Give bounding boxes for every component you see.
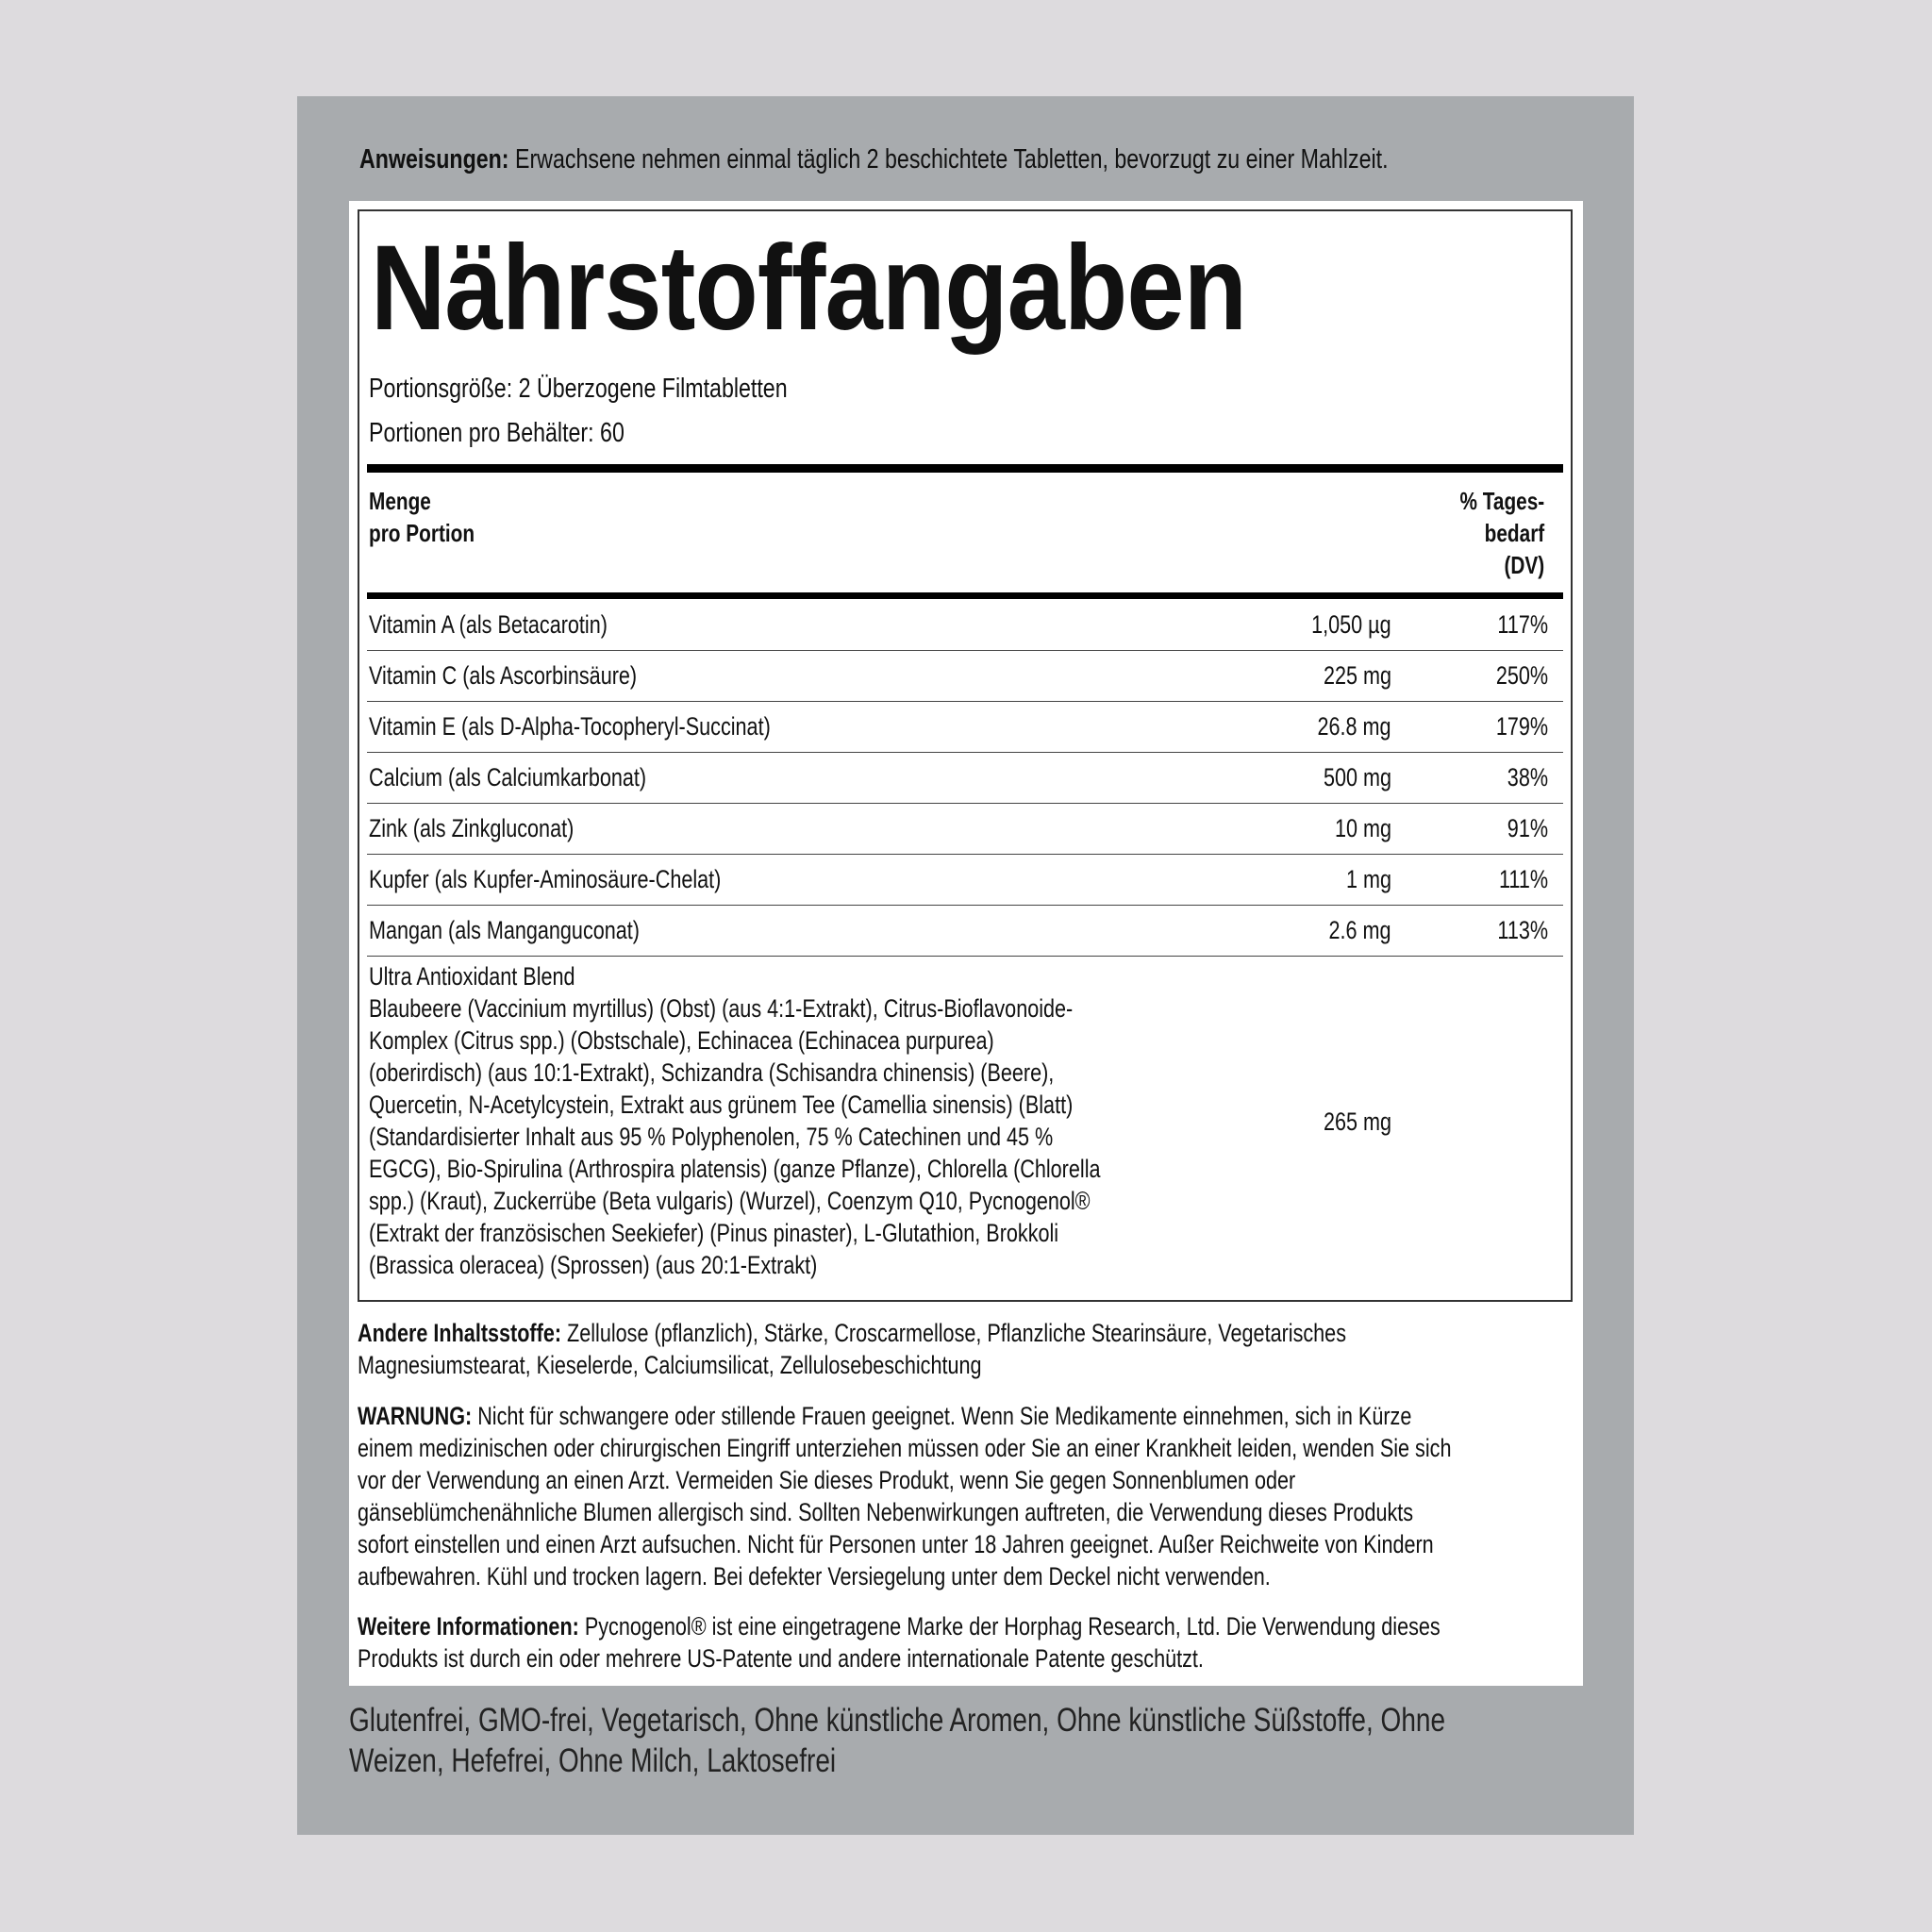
- nutrient-amount: 10 mg: [1334, 814, 1391, 842]
- other-ingredients: [358, 1317, 1593, 1381]
- warning-line: sofort einstellen und einen Arzt aufsuchen. Nicht für Personen unter 18 Jahren geeignet. Außer Reichweite von Kindern: [358, 1530, 1434, 1558]
- claims-line: Weizen, Hefefrei, Ohne Milch, Laktosefrei: [349, 1742, 837, 1779]
- nutrient-name: Kupfer (als Kupfer-Aminosäure-Chelat): [369, 865, 722, 893]
- warning-line: vor der Verwendung an einen Arzt. Vermeiden Sie dieses Produkt, wenn Sie gegen Sonnenblumen oder: [358, 1466, 1296, 1494]
- blend-amount: 265 mg: [1323, 1108, 1391, 1136]
- header-amount-line: pro Portion: [369, 519, 475, 547]
- blend-line: EGCG), Bio-Spirulina (Arthrospira platensis) (ganze Pflanze), Chlorella (Chlorella: [369, 1155, 1101, 1183]
- nutrient-dv: 250%: [1495, 661, 1548, 690]
- nutrient-name: Mangan (als Manganguconat): [369, 916, 640, 944]
- directions: [359, 144, 1389, 175]
- other-line: Andere Inhaltsstoffe: Zellulose (pflanzlich), Stärke, Croscarmellose, Pflanzliche Stearinsäure, Vegetarisches: [358, 1319, 1346, 1347]
- warning: [358, 1400, 1724, 1592]
- nutrition-facts-box: [358, 209, 1573, 1302]
- servings-per-container: Portionen pro Behälter: 60: [369, 418, 625, 448]
- header-dv-line: bedarf: [1484, 519, 1544, 547]
- blend-line: (oberirdisch) (aus 10:1-Extrakt), Schizandra (Schisandra chinensis) (Beere),: [369, 1058, 1055, 1087]
- nutrient-name: Vitamin A (als Betacarotin): [369, 610, 608, 639]
- thick-divider: [367, 464, 1563, 473]
- nutrient-amount: 26.8 mg: [1317, 712, 1391, 741]
- nutrient-name: Zink (als Zinkgluconat): [369, 814, 575, 842]
- nutrient-dv: 117%: [1497, 610, 1548, 639]
- header-amount-line: Menge: [369, 487, 431, 515]
- blend-line: Ultra Antioxidant Blend: [369, 962, 575, 991]
- nutrient-name: Vitamin E (als D-Alpha-Tocopheryl-Succinat): [369, 712, 771, 741]
- blend-line: (Standardisierter Inhalt aus 95 % Polyphenolen, 75 % Catechinen und 45 %: [369, 1123, 1054, 1151]
- facts-title: Nährstoffangaben: [371, 221, 1247, 356]
- warning-line: WARNUNG: Nicht für schwangere oder stillende Frauen geeignet. Wenn Sie Medikamente einnehmen, sich in Kürze: [358, 1402, 1412, 1430]
- nutrient-dv: 111%: [1498, 865, 1548, 893]
- claims-line: Glutenfrei, GMO-frei, Vegetarisch, Ohne künstliche Aromen, Ohne künstliche Süßstoffe, Ohne: [349, 1702, 1446, 1739]
- warning-line: aufbewahren. Kühl und trocken lagern. Bei defekter Versiegelung unter dem Deckel nicht verwenden.: [358, 1562, 1271, 1591]
- info-line: Produkts ist durch ein oder mehrere US-Patente und andere internationale Patente geschützt.: [358, 1644, 1204, 1673]
- blend-line: Quercetin, N-Acetylcystein, Extrakt aus grünem Tee (Camellia sinensis) (Blatt): [369, 1091, 1074, 1119]
- header-dv-line: % Tages-: [1459, 487, 1544, 515]
- further-information: [358, 1610, 1711, 1674]
- nutrient-amount: 2.6 mg: [1328, 916, 1391, 944]
- blend-line: (Extrakt der französischen Seekiefer) (Pinus pinaster), L-Glutathion, Brokkoli: [369, 1219, 1059, 1247]
- directions-label: Anweisungen:: [359, 144, 509, 175]
- blend-line: Komplex (Citrus spp.) (Obstschale), Echinacea (Echinacea purpurea): [369, 1026, 994, 1055]
- product-claims: [349, 1700, 1720, 1781]
- nutrient-dv: 113%: [1497, 916, 1548, 944]
- thick-divider: [367, 592, 1563, 599]
- serving-size: Portionsgröße: 2 Überzogene Filmtabletten: [369, 374, 788, 404]
- header-dv: [1439, 485, 1544, 581]
- header-dv-line: (DV): [1504, 551, 1544, 579]
- warning-label: WARNUNG:: [358, 1402, 473, 1430]
- blend-line: spp.) (Kraut), Zuckerrübe (Beta vulgaris) (Wurzel), Coenzym Q10, Pycnogenol®: [369, 1187, 1091, 1215]
- nutrient-row: [367, 650, 1563, 702]
- nutrient-name: Calcium (als Calciumkarbonat): [369, 763, 647, 791]
- nutrient-row: [367, 599, 1563, 651]
- nutrient-row: [367, 905, 1563, 957]
- info-label: Weitere Informationen:: [358, 1612, 579, 1641]
- other-line: Magnesiumstearat, Kieselerde, Calciumsilicat, Zellulosebeschichtung: [358, 1351, 982, 1379]
- nutrient-name: Vitamin C (als Ascorbinsäure): [369, 661, 638, 690]
- info-line: Weitere Informationen: Pycnogenol® ist eine eingetragene Marke der Horphag Research, Ltd. Die Verwendung dieses: [358, 1612, 1441, 1641]
- nutrient-row: [367, 803, 1563, 855]
- nutrient-row: [367, 752, 1563, 804]
- nutrient-amount: 1 mg: [1345, 865, 1391, 893]
- warning-line: gänseblümchenähnliche Blumen allergisch sind. Sollten Nebenwirkungen auftreten, die Verwendung dieses Produkts: [358, 1498, 1414, 1526]
- nutrient-row: [367, 701, 1563, 753]
- nutrient-dv: 91%: [1507, 814, 1548, 842]
- nutrient-dv: 38%: [1507, 763, 1548, 791]
- header-amount: [369, 485, 501, 549]
- nutrient-amount: 225 mg: [1323, 661, 1391, 690]
- nutrient-amount: 1,050 µg: [1311, 610, 1391, 639]
- blend-line: (Brassica oleracea) (Sprossen) (aus 20:1-Extrakt): [369, 1251, 818, 1279]
- other-label: Andere Inhaltsstoffe:: [358, 1319, 562, 1347]
- directions-text: Erwachsene nehmen einmal täglich 2 beschichtete Tabletten, bevorzugt zu einer Mahlzeit.: [508, 144, 1389, 175]
- blend-description: [369, 960, 1283, 1281]
- nutrient-row: [367, 854, 1563, 906]
- blend-line: Blaubeere (Vaccinium myrtillus) (Obst) (aus 4:1-Extrakt), Citrus-Bioflavonoide-: [369, 994, 1074, 1023]
- warning-line: einem medizinischen oder chirurgischen Eingriff unterziehen müssen oder Sie an einer Krankheit leiden, wenden Sie sich: [358, 1434, 1452, 1462]
- nutrient-dv: 179%: [1495, 712, 1548, 741]
- nutrient-amount: 500 mg: [1323, 763, 1391, 791]
